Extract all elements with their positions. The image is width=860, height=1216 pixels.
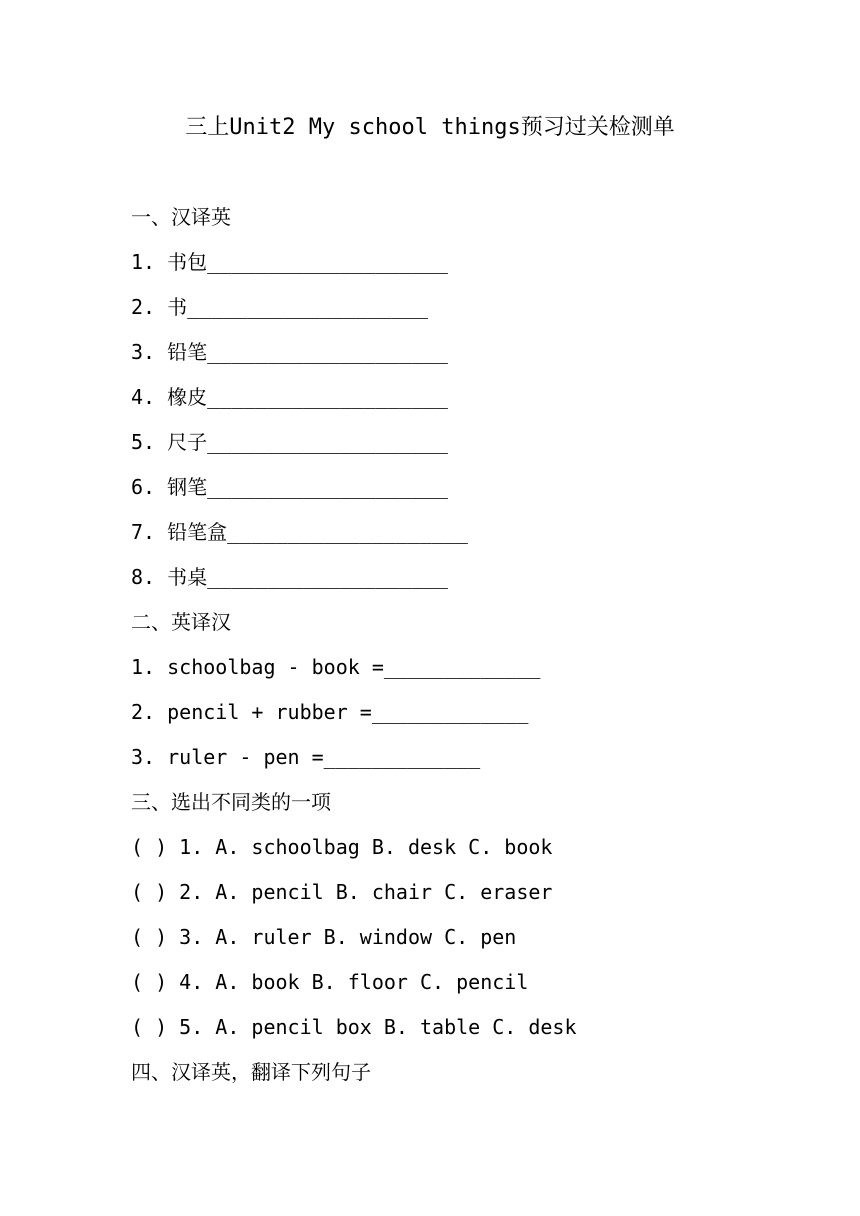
choice-question: ( ) 5. A. pencil box B. table C. desk [131, 1015, 577, 1039]
page-title: 三上Unit2 My school things预习过关检测单 [185, 115, 675, 140]
section-heading-2: 二、英译汉 [131, 610, 231, 634]
vocab-item: 2. 书____________________ [131, 295, 428, 319]
choice-question: ( ) 2. A. pencil B. chair C. eraser [131, 880, 553, 904]
choice-question: ( ) 3. A. ruler B. window C. pen [131, 925, 517, 949]
equation-item: 1. schoolbag - book =_____________ [131, 655, 541, 679]
vocab-item: 3. 铅笔____________________ [131, 340, 448, 364]
choice-question: ( ) 4. A. book B. floor C. pencil [131, 970, 529, 994]
section-heading-1: 一、汉译英 [131, 205, 231, 229]
equation-item: 2. pencil + rubber =_____________ [131, 700, 529, 724]
vocab-item: 4. 橡皮____________________ [131, 385, 448, 409]
vocab-item: 8. 书桌____________________ [131, 565, 448, 589]
equation-item: 3. ruler - pen =_____________ [131, 745, 481, 769]
section-heading-3: 三、选出不同类的一项 [131, 790, 331, 814]
choice-question: ( ) 1. A. schoolbag B. desk C. book [131, 835, 553, 859]
vocab-item: 6. 钢笔____________________ [131, 475, 448, 499]
vocab-item: 5. 尺子____________________ [131, 430, 448, 454]
section-heading-4: 四、汉译英，翻译下列句子 [131, 1060, 371, 1084]
vocab-item: 1. 书包____________________ [131, 250, 448, 274]
vocab-item: 7. 铅笔盒____________________ [131, 520, 468, 544]
